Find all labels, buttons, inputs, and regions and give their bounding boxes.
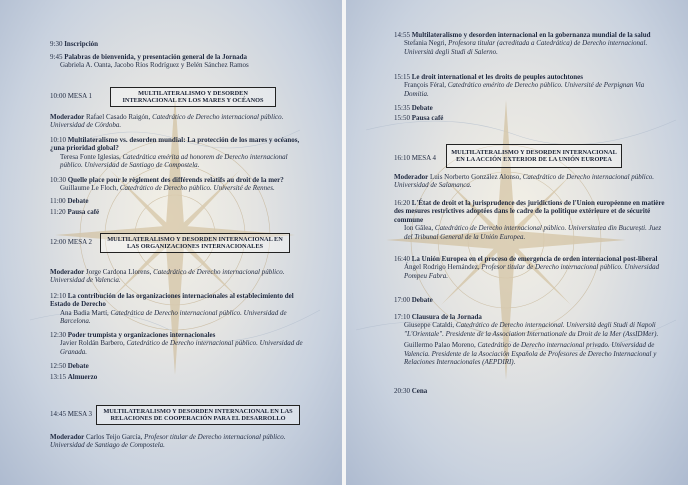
speaker-name: François Féral, <box>404 81 446 90</box>
event-label: Clausura de la Jornada <box>411 313 482 321</box>
moderator-label: Moderador <box>50 268 85 276</box>
mesa2-header <box>50 238 92 246</box>
mesa4-talk-1 <box>394 199 666 241</box>
speaker-name: Guillaume Le Floch, <box>60 184 119 193</box>
moderator-name: Carlos Teijo García, <box>85 433 143 441</box>
time-label: 10:30 <box>50 176 66 184</box>
mesa1-talk-1 <box>50 136 312 170</box>
speaker-name: Ion Gâlea, <box>404 224 434 233</box>
mesa3-moderator <box>50 433 312 450</box>
speaker-name: Ángel Rodrigo Hernández, <box>404 263 480 272</box>
talk-title: La Unión Europea en el proceso de emergencia de orden internacional post-liberal <box>411 255 658 263</box>
event-label: Debate <box>67 362 89 370</box>
left-page <box>0 0 342 485</box>
time-label: 11:00 <box>50 197 66 205</box>
mesa3-header <box>50 410 92 418</box>
cena-row <box>394 387 427 395</box>
speaker-name: Teresa Fonte Iglesias, <box>60 152 121 161</box>
time-label: 9:45 <box>50 53 63 61</box>
moderator-role: Catedrático de Derecho internacional público. Universidad de Valencia. <box>50 268 285 285</box>
mesa4-moderator <box>394 173 666 190</box>
mesa1-talk-2 <box>50 176 312 193</box>
time-label: 17:10 <box>394 313 410 321</box>
speaker-role: Catedrática emérita ad honorem de Derecho internacional público. Universidad de Santiago de Compostela. <box>60 152 288 170</box>
time-label: 15:15 <box>394 73 410 81</box>
mesa2-almuerzo <box>50 373 97 381</box>
time-label: 16:10 <box>394 154 410 162</box>
right-talk-2 <box>394 73 666 98</box>
talk-title: La contribución de las organizaciones internacionales al establecimiento del Estado de Derecho <box>50 292 294 309</box>
speaker-name: Ana Badia Martí, <box>60 308 109 317</box>
speaker-name: Javier Roldán Barbero, <box>60 339 125 348</box>
talk-title: Multilateralismo y desorden internacional en la gobernanza mundial de la salud <box>411 31 651 39</box>
time-label: 12:50 <box>50 362 66 370</box>
right-page <box>346 0 688 485</box>
registration-row <box>50 40 98 48</box>
mesa1-title-box: MULTILATERALISMO Y DESORDEN INTERNACIONAL EN LOS MARES Y OCÉANOS <box>110 87 276 107</box>
event-label: Debate <box>67 197 89 205</box>
event-label: Inscripción <box>64 40 99 48</box>
event-label: Cena <box>411 387 428 395</box>
moderator-name: Jorge Cardona Llorens, <box>85 268 152 276</box>
mesa-label: MESA 3 <box>67 410 93 418</box>
moderator-label: Moderador <box>50 433 85 441</box>
time-label: 15:50 <box>394 114 410 122</box>
speaker-role: Profesora titular (acreditada a Catedrática) de Derecho internacional. Università degli Studi di Salerno. <box>404 39 648 56</box>
speaker-role: Catedrático de Derecho internacional público. Universidad de Granada. <box>60 339 303 356</box>
time-label: 17:00 <box>394 296 410 304</box>
speaker-role: Catedrático de Derecho internacional. Università degli Studi di Napoli "L'Orientale". Presidente de la Association Internationale du Droit de la Mer (AssIDMer). <box>404 321 659 338</box>
event-label: Debate <box>411 104 433 112</box>
time-label: 14:55 <box>394 31 410 39</box>
mesa4-title-box: MULTILATERALISMO Y DESORDEN INTERNACIONAL EN LA ACCIÓN EXTERIOR DE LA UNIÓN EUROPEA <box>446 144 622 168</box>
mesa2-moderator <box>50 268 312 285</box>
time-label: 12:00 <box>50 238 66 246</box>
mesa-label: MESA 1 <box>67 92 93 100</box>
moderator-role: Profesor titular de Derecho internacional público. Universidad de Santiago de Compostela. <box>50 433 286 450</box>
right-pausa <box>394 114 443 122</box>
time-label: 13:15 <box>50 373 66 381</box>
clausura-block <box>394 313 666 366</box>
right-talk-1 <box>394 31 666 56</box>
event-label: Debate <box>411 296 433 304</box>
time-label: 12:30 <box>50 331 66 339</box>
moderator-label: Moderador <box>50 113 85 121</box>
mesa1-pausa <box>50 208 99 216</box>
mesa1-header <box>50 92 92 100</box>
speaker-name: Guillermo Palao Moreno, <box>404 341 476 350</box>
speaker-name: Stefania Negri, <box>404 39 447 48</box>
time-label: 9:30 <box>50 40 63 48</box>
talk-title: Le droit international et les droits de peuples autochtones <box>411 73 583 81</box>
mesa1-debate <box>50 197 88 205</box>
moderator-label: Moderador <box>394 173 429 181</box>
welcome-row <box>50 53 310 70</box>
speaker-role: Catedrática de Derecho internacional público. Universidad de Barcelona. <box>60 308 287 326</box>
right-debate <box>394 104 433 112</box>
mesa3-title-box: MULTILATERALISMO Y DESORDEN INTERNACIONAL EN LAS RELACIONES DE COOPERACIÓN PARA EL DESARROLLO <box>96 405 300 425</box>
moderator-role: Catedrático de Derecho internacional público. Universidad de Salamanca. <box>394 173 655 190</box>
moderator-name: Rafael Casado Raigón, <box>85 113 151 121</box>
event-label: Palabras de bienvenida, y presentación general de la Jornada <box>64 53 248 61</box>
mesa2-debate <box>50 362 89 370</box>
time-label: 16:40 <box>394 255 410 263</box>
talk-title: L'État de droit et la jurisprudence des juridictions de l'Union européenne en matière des mesures restrictives adoptées dans le cadre de la politique extérieure et de sécurité commune <box>394 199 665 224</box>
speaker-role: Catedrático de Derecho internacional público. Universitatea din București. Juez del Tribunal General de la Unión Europea. <box>404 224 662 241</box>
time-label: 12:10 <box>50 292 66 300</box>
mesa1-moderator <box>50 113 312 130</box>
speaker-role: Profesor titular de Derecho internacional público. Universidad Pompeu Fabra. <box>404 263 660 280</box>
event-label: Pausa café <box>67 208 100 216</box>
time-label: 15:35 <box>394 104 410 112</box>
talk-title: Multilateralismo vs. desorden mundial: La protección de los mares y océanos, ¿una prioridad global? <box>50 136 300 153</box>
time-label: 16:20 <box>394 199 410 207</box>
moderator-role: Catedrático de Derecho internacional público. Universidad de Córdoba. <box>50 113 284 130</box>
speaker-role: Catedrático de Derecho público. Université de Rennes. <box>119 184 275 193</box>
talk-title: Quelle place pour le règlement des différends relatifs au droit de la mer? <box>67 176 284 184</box>
time-label: 10:10 <box>50 136 66 144</box>
mesa2-title-box: MULTILATERALISMO Y DESORDEN INTERNACIONAL EN LAS ORGANIZACIONES INTERNACIONALES <box>100 233 290 253</box>
mesa4-header <box>394 154 436 162</box>
speaker-name: Giuseppe Cataldi, <box>404 321 455 330</box>
mesa2-talk-2 <box>50 331 312 356</box>
event-label: Pausa café <box>411 114 444 122</box>
mesa-label: MESA 2 <box>67 238 93 246</box>
time-label: 11:20 <box>50 208 66 216</box>
moderator-name: Luis Norberto González Alonso, <box>429 173 521 181</box>
speaker-role: Catedrático emérito de Derecho público. Université de Perpignan Via Domitia. <box>404 81 645 98</box>
time-label: 10:00 <box>50 92 66 100</box>
speaker-role: Catedrático de Derecho internacional privado. Universidad de Valencia. Presidente de la Asociación Española de Profesores de Derecho Internacional y Relaciones Internacionales (AEPDIRI). <box>404 341 657 367</box>
event-label: Almuerzo <box>67 373 98 381</box>
mesa2-talk-1 <box>50 292 312 326</box>
talk-title: Poder trumpista y organizaciones internacionales <box>67 331 216 339</box>
mesa-label: MESA 4 <box>411 154 437 162</box>
time-label: 14:45 <box>50 410 66 418</box>
speaker-names: Gabriela A. Oanta, Jacobo Ríos Rodríguez y Belén Sánchez Ramos <box>60 61 249 70</box>
mesa4-talk-2 <box>394 255 666 280</box>
time-label: 20:30 <box>394 387 410 395</box>
mesa4-debate <box>394 296 433 304</box>
